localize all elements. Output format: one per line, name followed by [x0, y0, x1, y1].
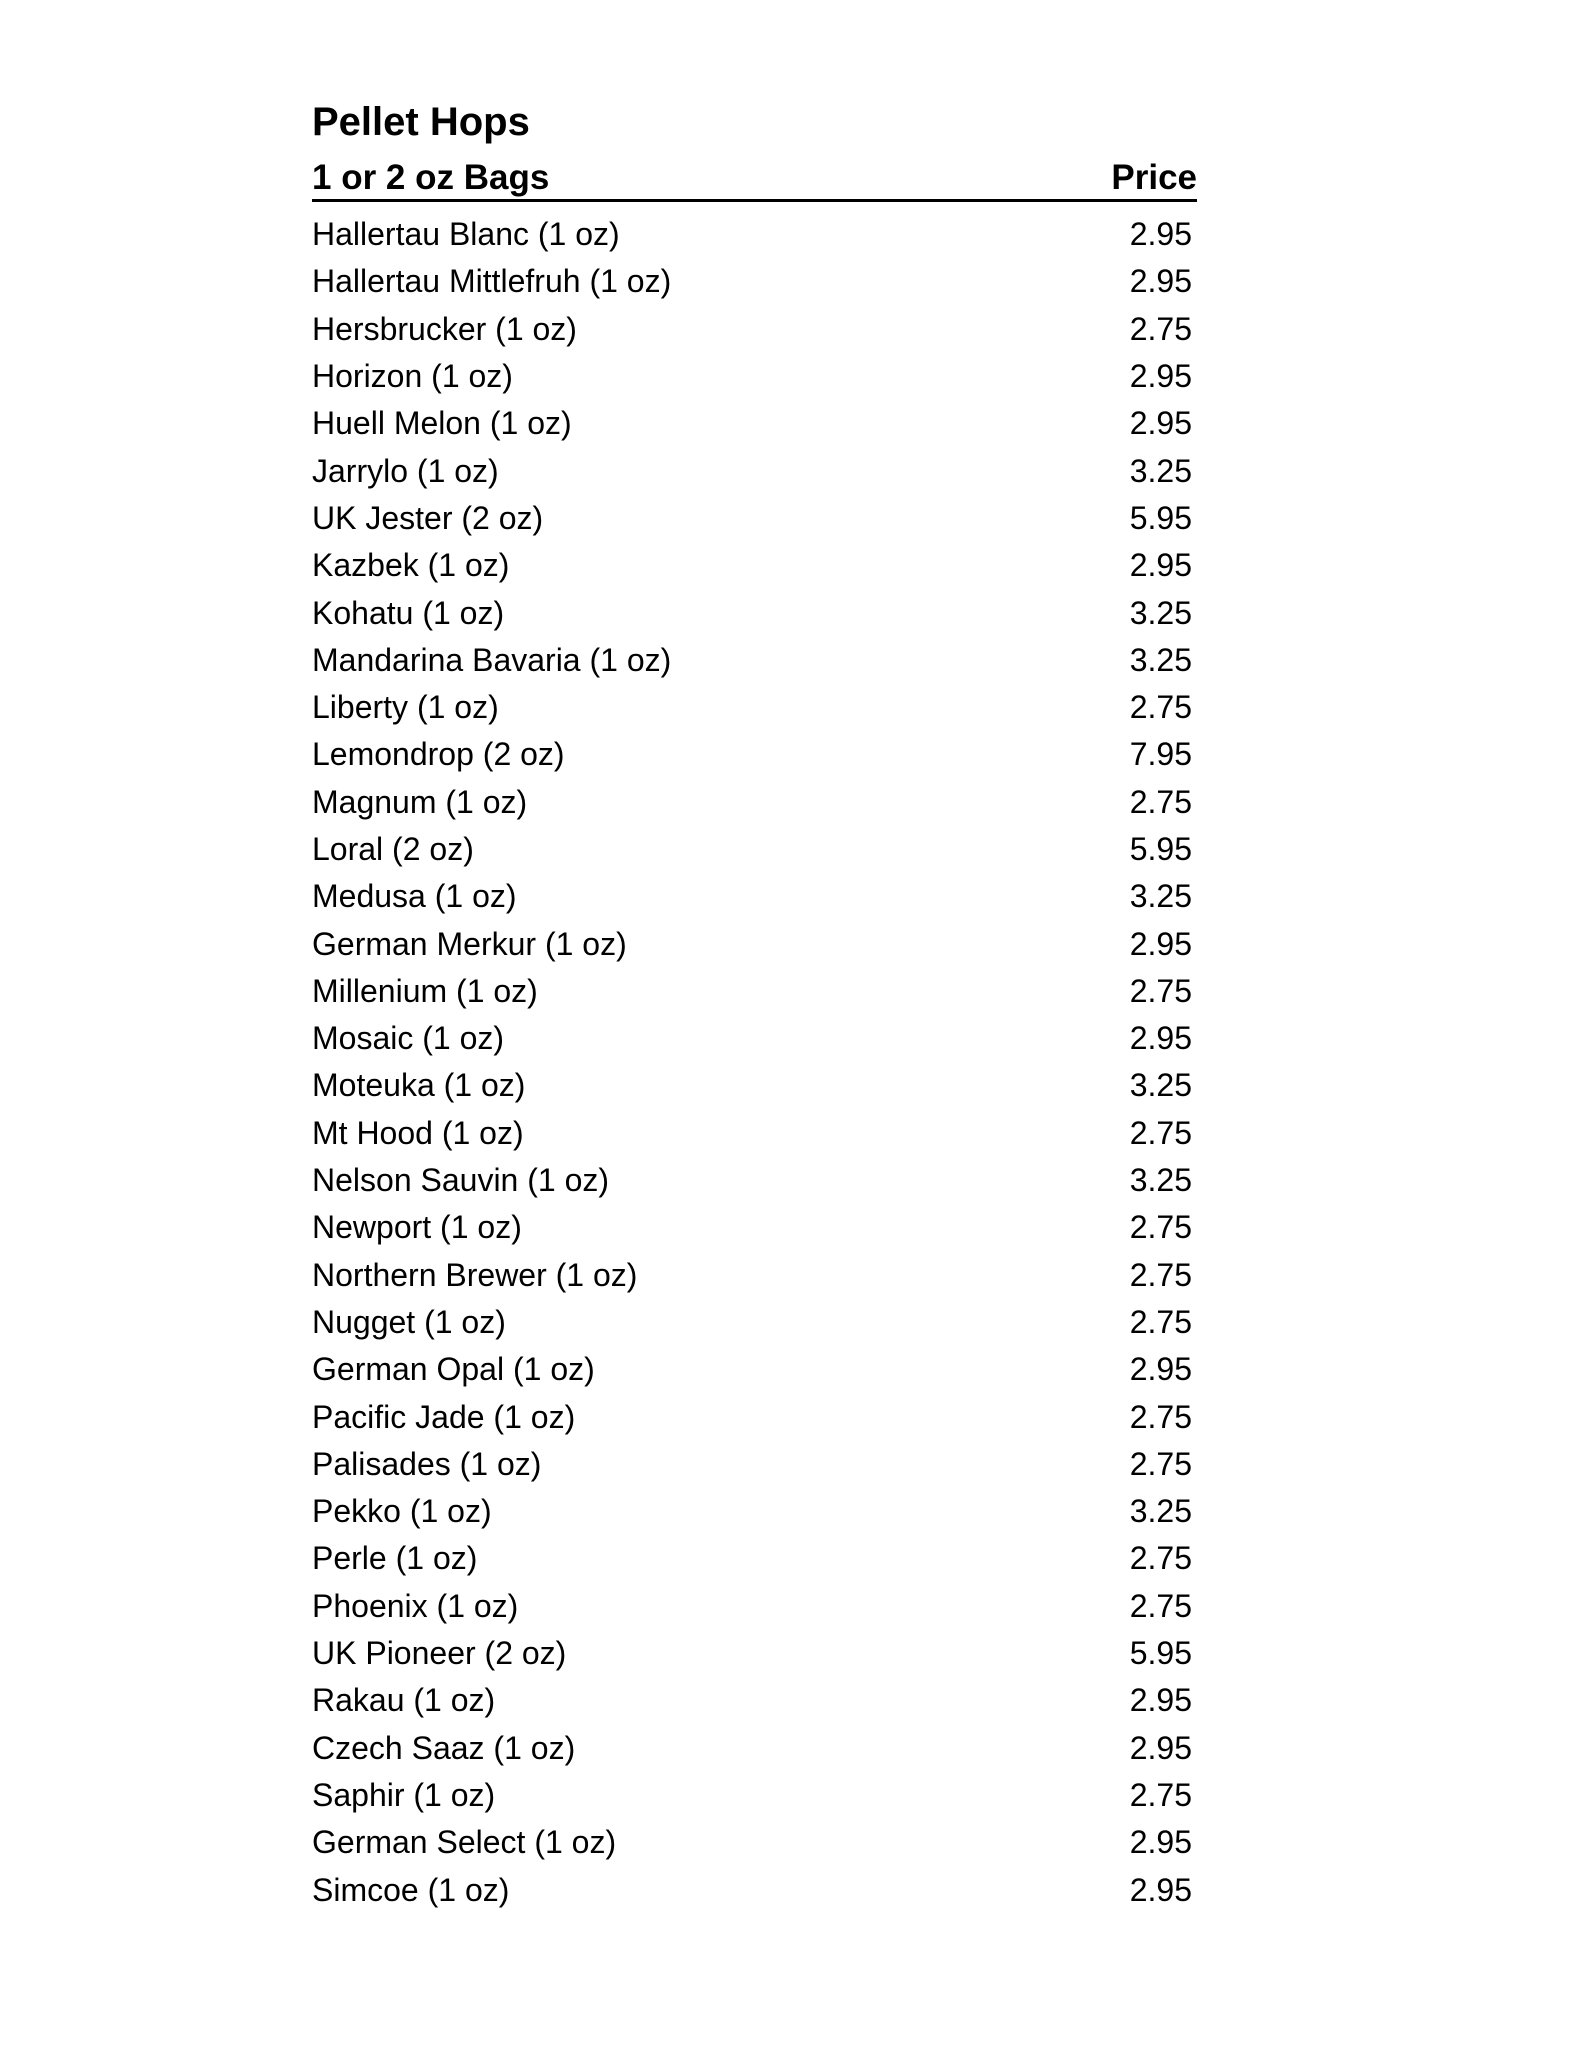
hop-price: 2.95	[1129, 1729, 1192, 1766]
hop-price: 2.75	[1129, 1398, 1192, 1435]
hop-name: Kazbek (1 oz)	[312, 547, 510, 584]
hop-name: Saphir (1 oz)	[312, 1776, 496, 1813]
hop-price: 5.95	[1129, 499, 1192, 536]
hop-name: Phoenix (1 oz)	[312, 1587, 519, 1624]
hop-name: UK Jester (2 oz)	[312, 499, 544, 536]
page-title: Pellet Hops	[312, 100, 530, 144]
table-row	[312, 637, 1197, 684]
table-row	[312, 1772, 1197, 1819]
hop-name: Hallertau Blanc (1 oz)	[312, 216, 620, 253]
table-row	[312, 920, 1197, 967]
hop-price: 3.25	[1129, 594, 1192, 631]
table-row	[312, 1677, 1197, 1724]
hop-price: 2.95	[1129, 1824, 1192, 1861]
hop-price: 2.75	[1129, 689, 1192, 726]
hop-price: 2.75	[1129, 1256, 1192, 1293]
hop-price: 2.95	[1129, 1682, 1192, 1719]
hop-price: 2.95	[1129, 1351, 1192, 1388]
hop-price: 2.75	[1129, 783, 1192, 820]
hop-name: German Opal (1 oz)	[312, 1351, 595, 1388]
table-row	[312, 684, 1197, 731]
hop-price: 3.25	[1129, 641, 1192, 678]
hop-price: 3.25	[1129, 1162, 1192, 1199]
table-row	[312, 1062, 1197, 1109]
hop-name: German Select (1 oz)	[312, 1824, 617, 1861]
hop-name: Magnum (1 oz)	[312, 783, 528, 820]
hop-price: 2.95	[1129, 547, 1192, 584]
table-row	[312, 1346, 1197, 1393]
table-row	[312, 1110, 1197, 1157]
table-row	[312, 1441, 1197, 1488]
hop-price: 3.25	[1129, 1067, 1192, 1104]
hop-name: Mt Hood (1 oz)	[312, 1114, 524, 1151]
table-row	[312, 258, 1197, 305]
hop-name: Simcoe (1 oz)	[312, 1871, 510, 1908]
hop-price: 2.75	[1129, 1540, 1192, 1577]
hop-price: 2.95	[1129, 358, 1192, 395]
hop-price: 2.95	[1129, 263, 1192, 300]
hop-name: Jarrylo (1 oz)	[312, 452, 499, 489]
table-row	[312, 968, 1197, 1015]
table-row	[312, 1866, 1197, 1913]
hop-price: 2.95	[1129, 925, 1192, 962]
hop-name: Hersbrucker (1 oz)	[312, 310, 577, 347]
table-row	[312, 1252, 1197, 1299]
hop-name: Moteuka (1 oz)	[312, 1067, 526, 1104]
table-row	[312, 447, 1197, 494]
table-row	[312, 1204, 1197, 1251]
hop-name: Horizon (1 oz)	[312, 358, 513, 395]
hop-name: Pekko (1 oz)	[312, 1493, 492, 1530]
hop-name: Lemondrop (2 oz)	[312, 736, 565, 773]
hop-price: 2.95	[1129, 1871, 1192, 1908]
table-row	[312, 779, 1197, 826]
hop-name: German Merkur (1 oz)	[312, 925, 627, 962]
hop-price: 2.75	[1129, 1587, 1192, 1624]
hop-price: 2.75	[1129, 1209, 1192, 1246]
hop-name: Kohatu (1 oz)	[312, 594, 505, 631]
table-row	[312, 1488, 1197, 1535]
hop-name: Palisades (1 oz)	[312, 1445, 542, 1482]
hop-price: 5.95	[1129, 1635, 1192, 1672]
column-header-price: Price	[1111, 158, 1197, 197]
price-table-body	[312, 211, 1197, 1914]
table-row	[312, 542, 1197, 589]
table-row	[312, 826, 1197, 873]
hop-price: 3.25	[1129, 452, 1192, 489]
hop-price: 2.95	[1129, 405, 1192, 442]
table-row	[312, 1819, 1197, 1866]
hop-price: 2.75	[1129, 1445, 1192, 1482]
table-row	[312, 1630, 1197, 1677]
table-row	[312, 1015, 1197, 1062]
table-row	[312, 1393, 1197, 1440]
hop-name: Medusa (1 oz)	[312, 878, 517, 915]
hop-name: Hallertau Mittlefruh (1 oz)	[312, 263, 672, 300]
table-row	[312, 589, 1197, 636]
hop-name: Northern Brewer (1 oz)	[312, 1256, 638, 1293]
table-header	[312, 152, 1197, 202]
hop-name: Huell Melon (1 oz)	[312, 405, 572, 442]
price-list-document	[312, 96, 1197, 1914]
hop-name: Nelson Sauvin (1 oz)	[312, 1162, 610, 1199]
table-row	[312, 1157, 1197, 1204]
hop-price: 2.75	[1129, 310, 1192, 347]
hop-price: 3.25	[1129, 1493, 1192, 1530]
table-row	[312, 400, 1197, 447]
table-row	[312, 1535, 1197, 1582]
table-row	[312, 873, 1197, 920]
hop-price: 2.95	[1129, 1020, 1192, 1057]
hop-price: 2.75	[1129, 1114, 1192, 1151]
hop-name: Rakau (1 oz)	[312, 1682, 496, 1719]
column-header-item: 1 or 2 oz Bags	[312, 158, 550, 197]
hop-price: 7.95	[1129, 736, 1192, 773]
hop-price: 2.75	[1129, 1303, 1192, 1340]
table-row	[312, 731, 1197, 778]
table-row	[312, 1725, 1197, 1772]
hop-name: Loral (2 oz)	[312, 831, 474, 867]
hop-price: 5.95	[1129, 831, 1192, 867]
table-row	[312, 495, 1197, 542]
hop-price: 2.75	[1129, 1776, 1192, 1813]
hop-name: Perle (1 oz)	[312, 1540, 478, 1577]
table-row	[312, 1583, 1197, 1630]
table-row	[312, 211, 1197, 258]
hop-price: 2.95	[1129, 216, 1192, 253]
table-row	[312, 306, 1197, 353]
hop-name: Pacific Jade (1 oz)	[312, 1398, 576, 1435]
hop-name: Liberty (1 oz)	[312, 689, 499, 726]
hop-price: 2.75	[1129, 972, 1192, 1009]
hop-name: UK Pioneer (2 oz)	[312, 1635, 567, 1672]
table-row	[312, 1299, 1197, 1346]
hop-name: Newport (1 oz)	[312, 1209, 522, 1246]
hop-price: 3.25	[1129, 878, 1192, 915]
hop-name: Mandarina Bavaria (1 oz)	[312, 641, 672, 678]
hop-name: Nugget (1 oz)	[312, 1303, 506, 1340]
table-row	[312, 353, 1197, 400]
hop-name: Millenium (1 oz)	[312, 972, 538, 1009]
hop-name: Mosaic (1 oz)	[312, 1020, 505, 1057]
hop-name: Czech Saaz (1 oz)	[312, 1729, 576, 1766]
